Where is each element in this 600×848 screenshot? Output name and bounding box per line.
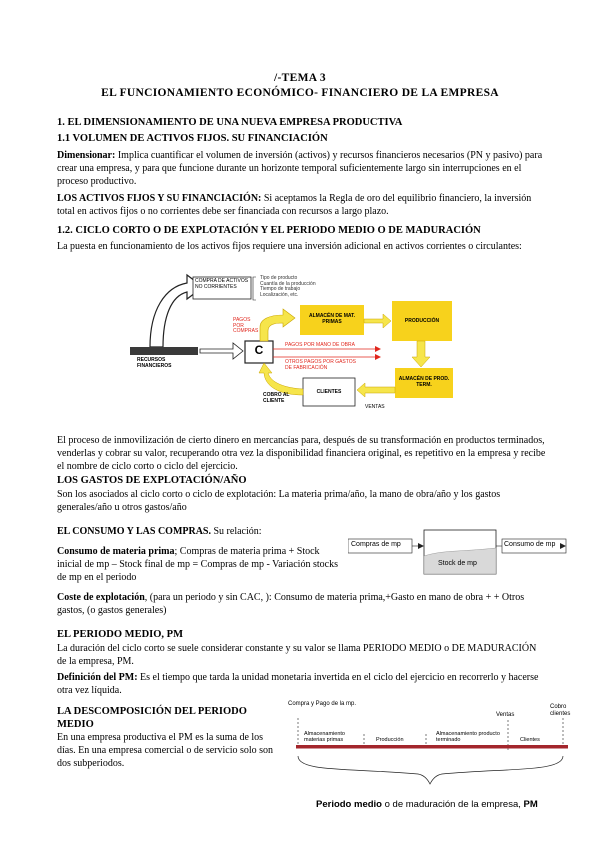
- stock-diagram: [348, 528, 570, 578]
- otros-pagos-label: OTROS PAGOS POR GASTOS DE FABRICACIÓN: [285, 359, 356, 371]
- almacen-mp-label: ALMACÉN DE MAT. PRIMAS: [308, 313, 355, 325]
- section11-heading: 1.1 VOLUMEN DE ACTIVOS FIJOS. SU FINANCIACIÓN: [57, 133, 328, 144]
- ciclo-explotacion-diagram: [125, 265, 475, 425]
- cobro-cliente-label: COBRO AL CLIENTE: [263, 392, 290, 404]
- ventas-label-3: Ventas: [496, 712, 515, 718]
- stock-mp-label: Stock de mp: [438, 560, 477, 567]
- section12-intro: La puesta en funcionamiento de los activos fijos requiere una inversión adicional en activos corrientes o circulantes:: [57, 241, 522, 252]
- pm-definition: [57, 671, 547, 697]
- cobro-clientes-label: Cobro clientes: [550, 704, 571, 717]
- activos-fijos-list: Tipo de producto Cuantía de la producción Tiempo de trabajo Localización, etc.: [260, 275, 316, 298]
- descomposicion-paragraph: En una empresa productiva el PM es la suma de los días. En una empresa comercial o de servicio solo son dos subperiodos.: [57, 732, 274, 769]
- clientes-label-3: Clientes: [520, 737, 540, 743]
- almacen-pt-label: ALMACÉN DE PROD. TERM.: [398, 376, 450, 388]
- consumo-heading-rest: Su relación:: [211, 526, 262, 537]
- pm-heading: EL PERIODO MEDIO, PM: [57, 629, 184, 640]
- coste-paragraph: [57, 591, 547, 617]
- descomposicion-heading: LA DESCOMPOSICIÓN DEL PERIODO MEDIO: [57, 706, 247, 730]
- gastos-heading: LOS GASTOS DE EXPLOTACIÓN/AÑO: [57, 475, 247, 486]
- ventas-label: VENTAS: [365, 404, 385, 410]
- periodo-medio-caption: [316, 799, 576, 810]
- pm-paragraph: La duración del ciclo corto se suele considerar constante y su valor se llama PERIODO MEDIO o DE MADURACIÓN de la empresa, PM.: [57, 643, 537, 667]
- alm-mp-label: Almacenamiento materias primas: [304, 731, 345, 743]
- proceso-paragraph: El proceso de inmovilización de cierto dinero en mercancías para, después de su transformación en productos terminados, venderlas y cobrar su valor, recuperando otra vez la disponibilidad financiera original, es repetitivo en la empresa y recibe el nombre de ciclo corto o ciclo del ejercicio.: [57, 435, 546, 472]
- pm-def-text: Es el tiempo que tarda la unidad monetaria invertida en el ciclo del ejercicio en recorrerlo y hacerse otra vez líquida.: [57, 672, 539, 696]
- activos-fijos-text: Si aceptamos la Regla de oro del equilibrio financiero, la inversión total en activos fijos o no corrientes debe ser financiada con recursos a largo plazo.: [57, 193, 532, 217]
- produccion-label-3: Producción: [376, 737, 404, 743]
- gastos-paragraph: Son los asociados al ciclo corto o ciclo de explotación: La materia prima/año, la mano de obra/año y los gastos generales/año u otros gastos/año: [57, 489, 501, 513]
- produccion-label: PRODUCCIÓN: [404, 318, 440, 324]
- consumo-text: ; Compras de materia prima + Stock inicial de mp – Stock final de mp = Compras de mp - Variación stocks de mp en el periodo: [57, 546, 338, 583]
- caption-bold: Periodo medio: [316, 799, 382, 810]
- pagos-mano-obra-label: PAGOS POR MANO DE OBRA: [285, 342, 355, 348]
- pagos-compras-label: PAGOS POR COMPRAS: [233, 317, 259, 334]
- title-line2: EL FUNCIONAMIENTO ECONÓMICO- FINANCIERO DE LA EMPRESA: [101, 87, 499, 99]
- consumo-heading: EL CONSUMO Y LAS COMPRAS.: [57, 526, 211, 537]
- coste-term: Coste de explotación: [57, 592, 145, 603]
- dimensionar-term: Dimensionar:: [57, 150, 116, 161]
- clientes-label: CLIENTES: [316, 389, 342, 395]
- consumo-heading-line: [57, 525, 262, 538]
- alm-pt-label: Almacenamiento producto terminado: [436, 731, 500, 743]
- dimensionar-paragraph: [57, 149, 547, 188]
- coste-text: , (para un periodo y sin CAC, ): Consumo de materia prima,+Gasto en mano de obra + + Otros gastos, (o gastos generales): [57, 592, 525, 616]
- periodo-medio-diagram: [288, 700, 578, 815]
- pm-def-term: Definición del PM:: [57, 672, 138, 683]
- recursos-financieros-label: RECURSOS FINANCIEROS: [137, 357, 172, 369]
- consumo-term: Consumo de materia prima: [57, 546, 175, 557]
- caption-pm: PM: [523, 799, 538, 810]
- title-line1: /-TEMA 3: [274, 72, 326, 84]
- dimensionar-text: Implica cuantificar el volumen de inversión (activos) y recursos financieros necesarios (PN y pasivo) para crear una empresa, y para que funcione durante un horizonte temporal suficientemente largo sin interrupciones en el proceso productivo.: [57, 150, 543, 187]
- section1-heading: 1. EL DIMENSIONAMIENTO DE UNA NUEVA EMPRESA PRODUCTIVA: [57, 117, 403, 128]
- caption-rest: o de maduración de la empresa,: [381, 799, 524, 810]
- compra-activos-label: COMPRA DE ACTIVOS NO CORRIENTES: [195, 278, 249, 290]
- caja-label: C: [254, 343, 264, 357]
- compras-mp-label: Compras de mp: [351, 541, 401, 548]
- consumo-paragraph: [57, 545, 339, 584]
- consumo-mp-label: Consumo de mp: [504, 541, 556, 548]
- activos-fijos-term: LOS ACTIVOS FIJOS Y SU FINANCIACIÓN:: [57, 193, 262, 204]
- activos-fijos-paragraph: [57, 192, 547, 218]
- section12-heading: 1.2. CICLO CORTO O DE EXPLOTACIÓN Y EL PERIODO MEDIO O DE MADURACIÓN: [57, 225, 481, 236]
- compra-pago-label: Compra y Pago de la mp.: [288, 701, 357, 707]
